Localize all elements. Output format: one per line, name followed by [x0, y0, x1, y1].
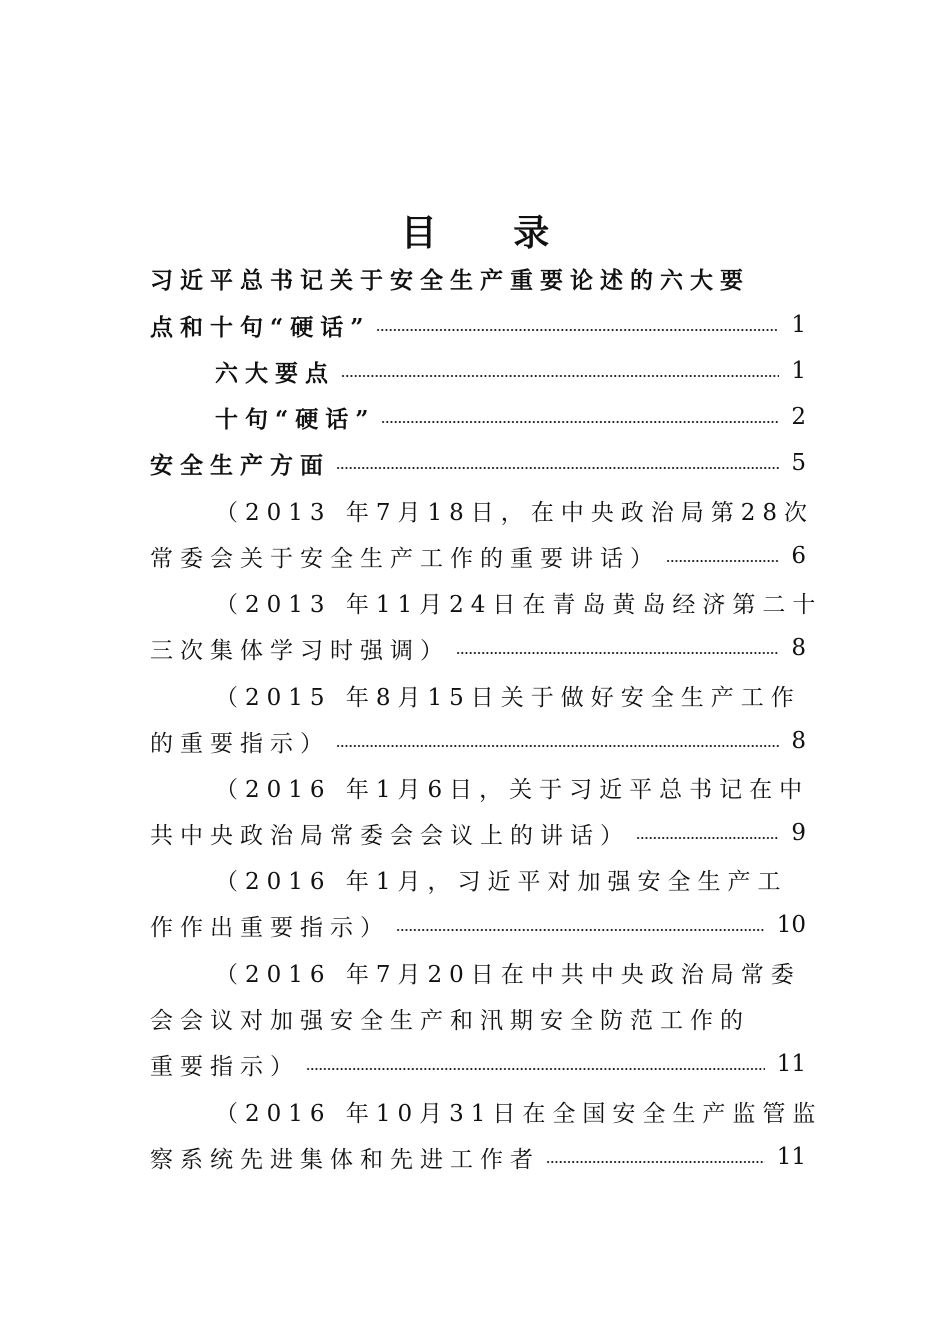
- toc-entry-text: 三次集体学习时强调）: [150, 637, 450, 664]
- toc-entry-text: （2016 年1月，习近平对加强安全生产工: [215, 868, 788, 895]
- toc-page-number: 9: [791, 820, 806, 846]
- toc-entry[interactable]: [150, 995, 806, 1041]
- toc-entry-text: 六大要点: [215, 359, 335, 387]
- toc-entry[interactable]: [215, 856, 806, 902]
- toc-entry[interactable]: [150, 718, 806, 764]
- toc-entry[interactable]: [215, 579, 823, 625]
- toc-entry[interactable]: [150, 902, 806, 948]
- toc-entry-text: （2015 年8月15日关于做好安全生产工作: [215, 684, 801, 711]
- toc-page-number: 11: [776, 1144, 806, 1170]
- toc-entry-text: 会会议对加强安全生产和汛期安全防范工作的: [150, 1007, 750, 1034]
- toc-page-number: 11: [776, 1051, 806, 1077]
- toc-entry-text: 常委会关于安全生产工作的重要讲话）: [150, 545, 660, 572]
- toc-page-number: 10: [776, 912, 806, 938]
- leader-dots: [666, 559, 779, 563]
- leader-dots: [336, 466, 779, 470]
- toc-entry[interactable]: [150, 302, 806, 348]
- leader-dots: [456, 651, 779, 655]
- toc-entry[interactable]: [150, 440, 806, 486]
- leader-dots: [546, 1160, 765, 1164]
- toc-entry[interactable]: [215, 348, 806, 394]
- toc-entry-text: （2013 年11月24日在青岛黄岛经济第二十: [215, 591, 823, 618]
- toc-page-number: 5: [791, 450, 806, 476]
- toc-entry[interactable]: [150, 533, 806, 579]
- toc-entry-text: （2016 年10月31日在全国安全生产监管监: [215, 1100, 823, 1127]
- toc-entry-text: 察系统先进集体和先进工作者: [150, 1146, 540, 1173]
- leader-dots: [306, 1067, 765, 1071]
- toc-entry[interactable]: [215, 487, 815, 533]
- leader-dots: [396, 928, 765, 932]
- toc-page-number: 8: [791, 728, 806, 754]
- toc-entry[interactable]: [150, 810, 806, 856]
- toc-entry[interactable]: [150, 1041, 806, 1087]
- leader-dots: [336, 744, 779, 748]
- toc-entry-text: 点和十句“硬话”: [150, 313, 371, 341]
- toc-entry-text: 的重要指示）: [150, 730, 330, 757]
- toc-entry-text: 安全生产方面: [150, 451, 330, 479]
- toc-entry-text: （2016 年1月6日，关于习近平总书记在中: [215, 776, 810, 803]
- toc-entry-text: （2016 年7月20日在中共中央政治局常委: [215, 961, 801, 988]
- toc-page-number: 1: [791, 358, 806, 384]
- toc-entry[interactable]: [215, 672, 806, 718]
- toc-page-number: 8: [791, 635, 806, 661]
- leader-dots: [341, 374, 779, 378]
- toc-entry[interactable]: [150, 1134, 806, 1180]
- leader-dots: [381, 420, 779, 424]
- toc-entry-text: 作作出重要指示）: [150, 914, 390, 941]
- toc-entry-text: 十句“硬话”: [215, 405, 376, 433]
- toc-entry-text: 习近平总书记关于安全生产重要论述的六大要: [150, 266, 750, 294]
- toc-entry-text: （2013 年7月18日，在中央政治局第28次: [215, 499, 815, 526]
- toc-entry[interactable]: [215, 1088, 823, 1134]
- leader-dots: [636, 836, 779, 840]
- toc-entry[interactable]: [150, 625, 806, 671]
- toc-entry[interactable]: [215, 949, 806, 995]
- toc-entry[interactable]: [215, 394, 806, 440]
- toc-page-number: 6: [791, 543, 806, 569]
- toc-page-number: 1: [791, 312, 806, 338]
- toc-page-number: 2: [791, 404, 806, 430]
- toc-entry-text: 共中央政治局常委会会议上的讲话）: [150, 822, 630, 849]
- page-title: 目 录: [400, 212, 582, 254]
- toc-entry[interactable]: [150, 255, 806, 301]
- toc-entry-text: 重要指示）: [150, 1053, 300, 1080]
- toc-entry[interactable]: [215, 764, 810, 810]
- leader-dots: [376, 328, 779, 332]
